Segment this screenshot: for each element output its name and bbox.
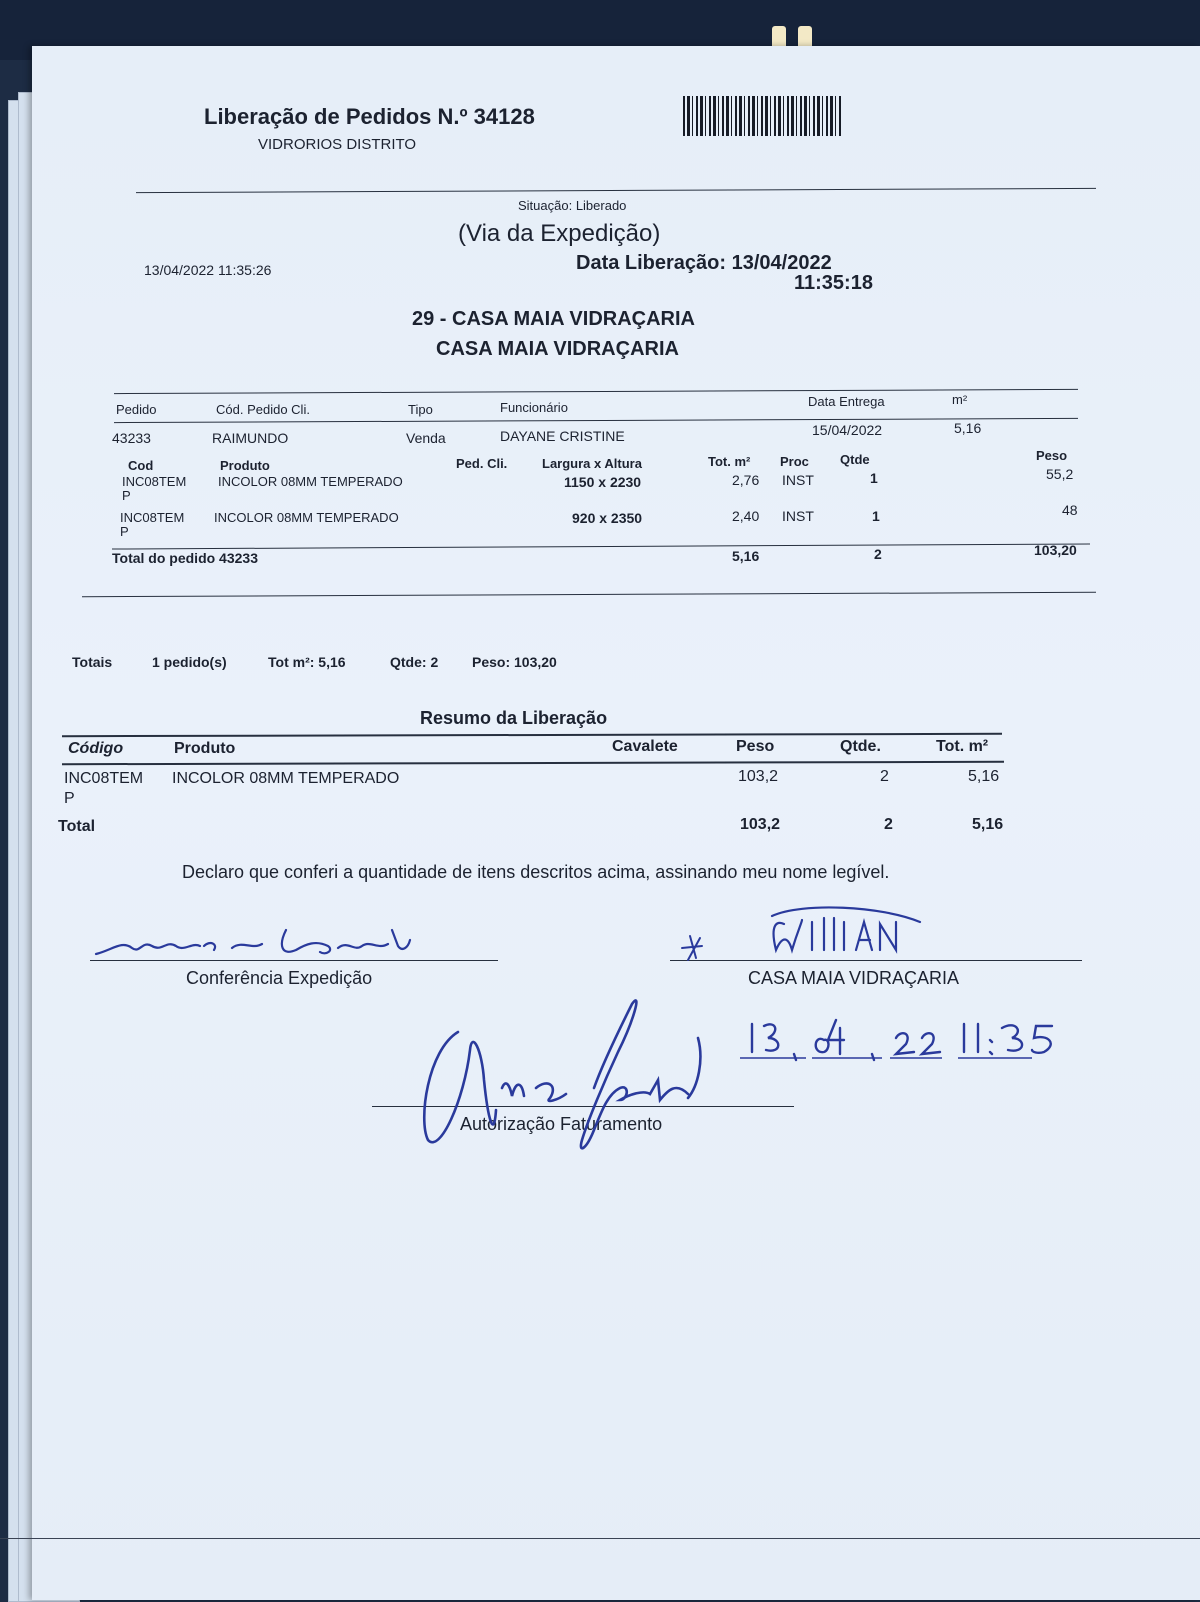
item-col-ped-cli: Ped. Cli.: [456, 456, 508, 471]
client-line1: 29 - CASA MAIA VIDRAÇARIA: [412, 308, 695, 330]
divider: [112, 543, 1090, 549]
resumo-codigo-wrap: P: [64, 790, 75, 807]
totais-label: Totais: [72, 654, 113, 670]
item-tot-m2: 2,76: [732, 472, 760, 488]
cliente-label: CASA MAIA VIDRAÇARIA: [748, 968, 960, 988]
situacao: Situação: Liberado: [518, 198, 627, 213]
row-m2: 5,16: [954, 420, 982, 436]
signature-autorizacao: [398, 990, 738, 1170]
col-m2: m²: [952, 392, 968, 407]
resumo-tot-m2: 5,16: [968, 768, 1000, 785]
resumo-total-tot-m2: 5,16: [972, 816, 1004, 833]
resumo-produto: INCOLOR 08MM TEMPERADO: [172, 770, 400, 787]
resumo-codigo: INC08TEM: [64, 770, 144, 787]
item-proc: INST: [782, 508, 814, 524]
item-produto: INCOLOR 08MM TEMPERADO: [218, 474, 403, 489]
autorizacao-label: Autorização Faturamento: [460, 1114, 663, 1134]
item-tot-m2: 2,40: [732, 508, 760, 524]
resumo-col-codigo: Código: [68, 740, 124, 757]
declaration-text: Declaro que conferi a quantidade de itens descritos acima, assinando meu nome legível.: [182, 862, 890, 882]
conferencia-label: Conferência Expedição: [186, 968, 373, 988]
divider: [82, 592, 1096, 597]
row-pedido: 43233: [112, 430, 151, 446]
resumo-qtde: 2: [880, 768, 889, 785]
item-qtde: 1: [870, 470, 878, 486]
divider: [62, 761, 1004, 765]
item-cod: INC08TEM: [122, 474, 187, 489]
row-cod-pedido-cli: RAIMUNDO: [212, 430, 289, 446]
signature-conferencia: [92, 910, 412, 966]
item-cod-wrap: P: [122, 488, 131, 503]
divider: [62, 733, 1002, 737]
item-dims: 920 x 2350: [572, 510, 643, 526]
col-cod-pedido-cli: Cód. Pedido Cli.: [216, 402, 310, 417]
item-peso: 48: [1062, 502, 1078, 518]
resumo-col-tot-m2: Tot. m²: [936, 738, 989, 755]
bottom-edge: [0, 1538, 1200, 1539]
row-data-entrega: 15/04/2022: [812, 422, 883, 438]
order-total-peso: 103,20: [1034, 542, 1077, 558]
resumo-total-peso: 103,2: [740, 816, 781, 833]
item-col-qtde: Qtde: [840, 452, 870, 467]
resumo-title: Resumo da Liberação: [420, 708, 608, 728]
item-qtde: 1: [872, 508, 880, 524]
row-tipo: Venda: [406, 430, 446, 446]
totais-tot-m2: Tot m²: 5,16: [268, 654, 346, 670]
order-total-label: Total do pedido 43233: [112, 550, 258, 566]
resumo-col-produto: Produto: [174, 740, 236, 757]
data-liberacao: Data Liberação: 13/04/2022: [576, 252, 832, 274]
item-col-produto: Produto: [220, 458, 270, 473]
print-datetime: 13/04/2022 11:35:26: [144, 262, 272, 278]
totais-qtde: Qtde: 2: [390, 654, 439, 670]
document-title: Liberação de Pedidos N.º 34128: [204, 104, 535, 129]
col-data-entrega: Data Entrega: [808, 394, 885, 409]
client-line2: CASA MAIA VIDRAÇARIA: [436, 338, 679, 360]
barcode: [683, 96, 843, 136]
totais-peso: Peso: 103,20: [472, 654, 557, 670]
order-total-m2: 5,16: [732, 548, 760, 564]
resumo-col-cavalete: Cavalete: [612, 738, 678, 755]
resumo-total-qtde: 2: [884, 816, 893, 833]
signature-willian: [672, 906, 932, 966]
item-col-peso: Peso: [1036, 448, 1068, 463]
item-dims: 1150 x 2230: [564, 474, 642, 490]
item-proc: INST: [782, 472, 814, 488]
totais-pedidos: 1 pedido(s): [152, 654, 227, 670]
divider: [114, 418, 1078, 423]
resumo-col-qtde: Qtde.: [840, 738, 881, 755]
col-funcionario: Funcionário: [500, 400, 568, 415]
resumo-total-label: Total: [58, 818, 96, 835]
order-total-qtde: 2: [874, 546, 882, 562]
handwritten-date: [732, 1010, 1092, 1070]
item-peso: 55,2: [1046, 466, 1074, 482]
row-funcionario: DAYANE CRISTINE: [500, 428, 625, 444]
item-col-tot-m2: Tot. m²: [708, 454, 751, 469]
item-col-cod: Cod: [128, 458, 154, 473]
item-col-largura-altura: Largura x Altura: [542, 456, 642, 471]
item-produto: INCOLOR 08MM TEMPERADO: [214, 510, 399, 525]
item-cod-wrap: P: [120, 524, 129, 539]
company-name: VIDRORIOS DISTRITO: [258, 136, 417, 153]
item-cod: INC08TEM: [120, 510, 185, 525]
resumo-col-peso: Peso: [736, 738, 775, 755]
divider: [114, 389, 1078, 394]
document-sheet: [32, 46, 1200, 1600]
resumo-peso: 103,2: [738, 768, 779, 785]
hora-liberacao: 11:35:18: [794, 272, 873, 294]
col-tipo: Tipo: [408, 402, 433, 417]
via-label: (Via da Expedição): [458, 220, 661, 247]
divider: [136, 188, 1096, 193]
item-col-proc: Proc: [780, 454, 809, 469]
col-pedido: Pedido: [116, 402, 157, 417]
